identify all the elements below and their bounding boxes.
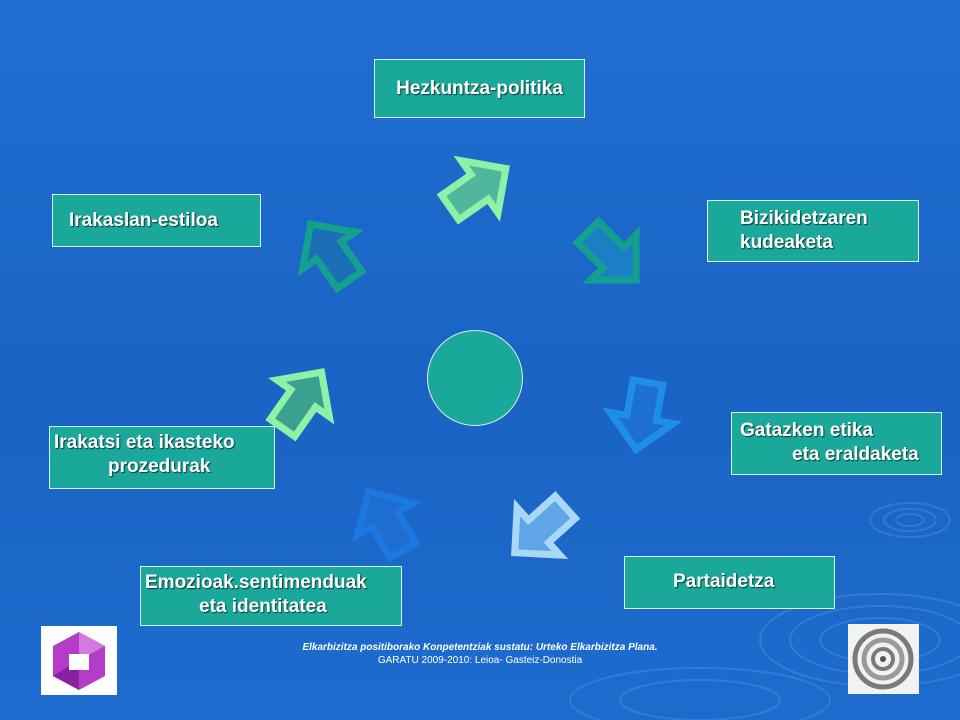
node-partaidetza <box>624 556 835 609</box>
node-hezkuntza-politika <box>374 59 585 118</box>
node-label-line2: eta identitatea <box>199 596 327 617</box>
footer-line1: Elkarbizitza positiborako Konpetentziak sustatu: Urteko Elkarbizitza Plana. <box>302 642 658 653</box>
node-label-line2: kudeaketa <box>740 232 833 253</box>
node-gatazken-etika <box>731 412 942 475</box>
right-logo-icon <box>848 624 919 694</box>
footer-line2: GARATU 2009-2010: Leioa- Gasteiz-Donostia <box>377 655 583 666</box>
arrow-2 <box>565 209 658 302</box>
node-irakaslan-estiloa <box>52 194 261 247</box>
arrow-5 <box>341 476 430 567</box>
node-label: Hezkuntza-politika <box>396 78 563 99</box>
node-bizikidetza <box>707 200 919 262</box>
node-emozioak <box>140 566 402 626</box>
center-circle <box>427 330 523 426</box>
arrow-1 <box>432 142 524 233</box>
node-label-line1: Bizikidetzaren <box>740 208 868 229</box>
arrow-7 <box>284 206 375 298</box>
node-label: Partaidetza <box>673 571 775 592</box>
node-label-line1: Irakatsi eta ikasteko <box>54 432 235 453</box>
arrow-4 <box>493 483 586 576</box>
node-irakatsi <box>49 426 275 489</box>
node-label: Irakaslan-estiloa <box>69 210 218 231</box>
left-logo-icon <box>41 626 117 695</box>
node-label-line1: Emozioak.sentimenduak <box>145 572 367 593</box>
node-label-line1: Gatazken etika <box>740 420 874 441</box>
arrow-3 <box>605 377 680 455</box>
footer-caption <box>170 641 790 667</box>
node-label-line2: eta eraldaketa <box>792 444 919 465</box>
node-label-line2: prozedurak <box>108 456 211 477</box>
